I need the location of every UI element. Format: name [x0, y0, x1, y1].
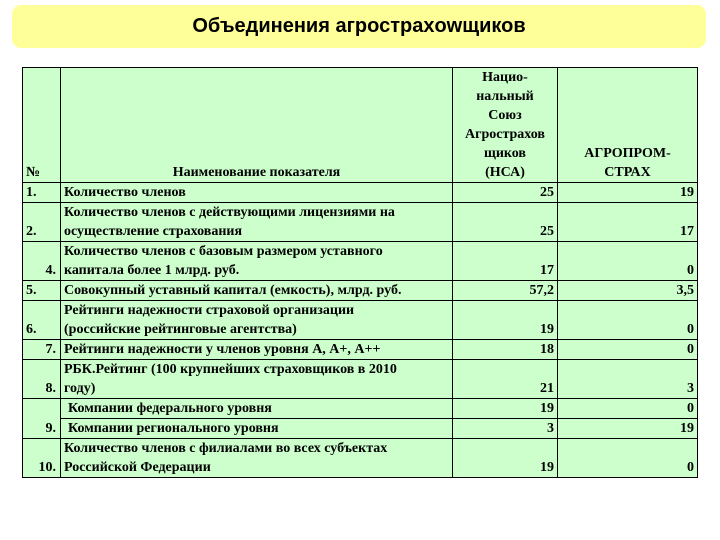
- table-row: [23, 439, 698, 478]
- row-name: Компании регионального уровня: [61, 419, 453, 439]
- table-row: [23, 281, 698, 301]
- row-nsa-value: 57,2: [453, 281, 558, 301]
- row-nsa-value: 25: [453, 183, 558, 203]
- row-agro-value: 19: [558, 183, 698, 203]
- header-agroprom: АГРОПРОМ- СТРАХ: [558, 68, 698, 183]
- page-title: Объединения агрострахowщиков: [192, 15, 526, 37]
- header-nsa: Нацио- нальный Союз Агрострахов щиков (НСА): [453, 68, 558, 183]
- row-nsa-value: 17: [453, 242, 558, 281]
- header-num: №: [23, 68, 61, 183]
- row-num: 4.: [23, 242, 61, 281]
- table-row: [23, 340, 698, 360]
- row-agro-value: 19: [558, 419, 698, 439]
- row-agro-value: 0: [558, 242, 698, 281]
- row-num: 2.: [23, 203, 61, 242]
- row-name: Рейтинги надежности страховой организации (российские рейтинговые агентства): [61, 301, 453, 340]
- table-row: [23, 203, 698, 242]
- row-agro-value: 3,5: [558, 281, 698, 301]
- table-row: [23, 301, 698, 340]
- row-agro-value: 17: [558, 203, 698, 242]
- row-name: Совокупный уставный капитал (емкость), млрд. руб.: [61, 281, 453, 301]
- row-num: 5.: [23, 281, 61, 301]
- row-name: Количество членов: [61, 183, 453, 203]
- row-name: Количество членов с базовым размером уставного капитала более 1 млрд. руб.: [61, 242, 453, 281]
- table-row: [23, 242, 698, 281]
- insurers-comparison-table: [22, 67, 698, 478]
- row-nsa-value: 19: [453, 439, 558, 478]
- table-row: [23, 399, 698, 419]
- row-name: Компании федерального уровня: [61, 399, 453, 419]
- row-nsa-value: 21: [453, 360, 558, 399]
- row-nsa-value: 3: [453, 419, 558, 439]
- row-nsa-value: 19: [453, 399, 558, 419]
- row-agro-value: 0: [558, 439, 698, 478]
- row-name: Количество членов с действующими лицензиями на осуществление страхования: [61, 203, 453, 242]
- table-row: [23, 419, 698, 439]
- row-agro-value: 0: [558, 301, 698, 340]
- row-agro-value: 3: [558, 360, 698, 399]
- table-row: [23, 360, 698, 399]
- row-num: 10.: [23, 439, 61, 478]
- row-name: РБК.Рейтинг (100 крупнейших страховщиков в 2010 году): [61, 360, 453, 399]
- table-row: [23, 183, 698, 203]
- row-num: 7.: [23, 340, 61, 360]
- row-name: Количество членов с филиалами во всех субъектах Российской Федерации: [61, 439, 453, 478]
- row-nsa-value: 18: [453, 340, 558, 360]
- row-agro-value: 0: [558, 340, 698, 360]
- row-num: 8.: [23, 360, 61, 399]
- row-num: 9.: [23, 399, 61, 439]
- row-nsa-value: 25: [453, 203, 558, 242]
- table-header-row: [23, 68, 698, 183]
- row-num: 6.: [23, 301, 61, 340]
- header-name: Наименование показателя: [61, 68, 453, 183]
- row-nsa-value: 19: [453, 301, 558, 340]
- row-name: Рейтинги надежности у членов уровня А, А+, А++: [61, 340, 453, 360]
- title-banner: [12, 5, 706, 48]
- row-agro-value: 0: [558, 399, 698, 419]
- row-num: 1.: [23, 183, 61, 203]
